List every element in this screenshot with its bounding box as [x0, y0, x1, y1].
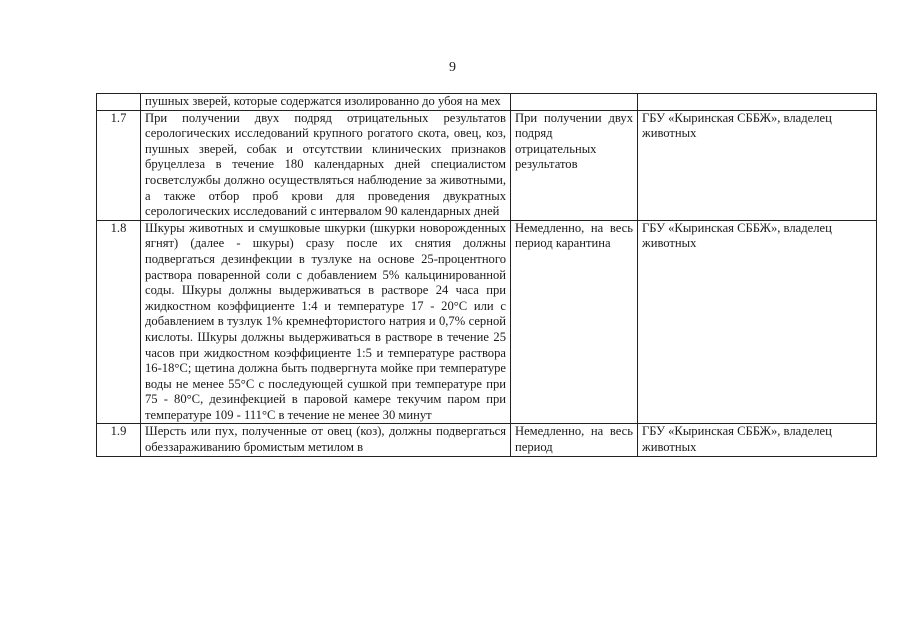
row-number: [97, 94, 141, 111]
measure-cell: Шерсть или пух, полученные от овец (коз), должны подвергаться обеззараживанию бромистым метилом в: [141, 424, 511, 456]
measure-cell: пушных зверей, которые содержатся изолированно до убоя на мех: [141, 94, 511, 111]
executor-cell: ГБУ «Кыринская СББЖ», владелец животных: [638, 220, 877, 424]
executor-cell: [638, 94, 877, 111]
term-cell: Немедленно, на весь период карантина: [511, 220, 638, 424]
table-row: [97, 424, 877, 456]
term-cell: При получении двух подряд отрицательных результатов: [511, 110, 638, 220]
executor-cell: ГБУ «Кыринская СББЖ», владелец животных: [638, 110, 877, 220]
table-row: [97, 220, 877, 424]
executor-cell: ГБУ «Кыринская СББЖ», владелец животных: [638, 424, 877, 456]
row-number: 1.8: [97, 220, 141, 424]
table-row: [97, 94, 877, 111]
row-number: 1.9: [97, 424, 141, 456]
measure-cell: Шкуры животных и смушковые шкурки (шкурки новорожденных ягнят) (далее - шкуры) сразу после их снятия должны подвергаться дезинфекции в тузлуке на основе 25-процентного раствора поваренной соли с добавлением 5% кальцинированной соды. Шкуры должны выдерживаться в растворе 24 часа при жидкостном коэффициенте 1:4 и температуре 17 - 20°С или с добавлением в тузлук 1% кремнефтористого натрия и 0,7% серной кислоты. Шкуры должны выдерживаться в растворе в течение 25 часов при жидкостном коэффициенте 1:5 и температуре раствора 16-18°С; щетина должна быть подвергнута мойке при температуре воды не менее 55°С с последующей сушкой при температуре при 75 - 80°С, дезинфекцией в паровой камере текучим паром при температуре 109 - 111°С в течение не менее 30 минут: [141, 220, 511, 424]
page-number: 9: [449, 60, 456, 75]
term-cell: Немедленно, на весь период: [511, 424, 638, 456]
measure-cell: При получении двух подряд отрицательных результатов серологических исследований крупного рогатого скота, овец, коз, пушных зверей, собак и отсутствии клинических признаков бруцеллеза в течение 180 календарных дней специалистом госветслужбы должно осуществляться наблюдение за животными, а также отбор проб крови для проведения двукратных серологических исследований с интервалом 90 календарных дней: [141, 110, 511, 220]
term-cell: [511, 94, 638, 111]
table-row: [97, 110, 877, 220]
row-number: 1.7: [97, 110, 141, 220]
measures-table: [96, 93, 877, 457]
